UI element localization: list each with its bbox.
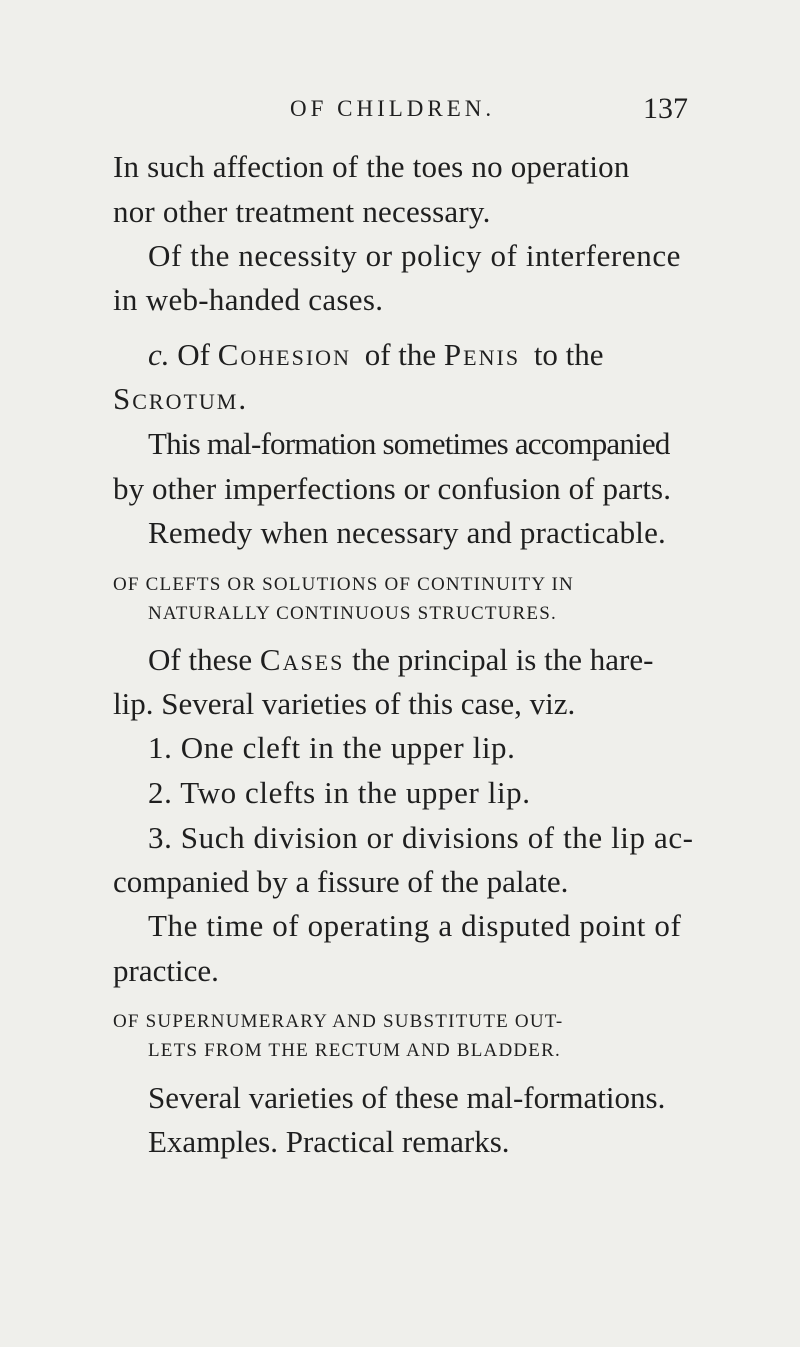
paragraph-line <box>148 643 653 677</box>
list-item-continued: companied by a fissure of the palate. <box>113 864 569 899</box>
text-run: Of these <box>148 642 253 677</box>
section-c-title <box>148 338 604 372</box>
title-word: of the <box>364 337 437 372</box>
paragraph-line: by other imperfections or confusion of parts. <box>113 471 672 506</box>
section-label: c. <box>148 337 170 372</box>
paragraph-line: This mal-formation sometimes accompanied <box>148 426 670 461</box>
paragraph-line: nor other treatment necessary. <box>113 194 491 229</box>
text-run-cases: Cases <box>259 642 345 677</box>
title-word-penis: Penis <box>443 337 521 372</box>
paragraph-line: in web-handed cases. <box>113 282 384 317</box>
paragraph-line: Several varieties of these mal-formations. <box>148 1080 666 1115</box>
paragraph-line: Examples. Practical remarks. <box>148 1124 510 1159</box>
title-word: to the <box>533 337 604 372</box>
page-number: 137 <box>643 92 688 125</box>
running-head: OF CHILDREN. <box>290 96 496 121</box>
section-heading: LETS FROM THE RECTUM AND BLADDER. <box>148 1040 561 1061</box>
paragraph-line: practice. <box>113 953 219 988</box>
title-word-cohesion: Cohesion <box>217 337 351 372</box>
section-heading: NATURALLY CONTINUOUS STRUCTURES. <box>148 603 557 624</box>
list-item: 3. Such division or divisions of the lip ac- <box>148 820 694 855</box>
paragraph-line: lip. Several varieties of this case, viz. <box>113 686 576 721</box>
section-heading: OF SUPERNUMERARY AND SUBSTITUTE OUT- <box>113 1011 564 1032</box>
list-item: 2. Two clefts in the upper lip. <box>148 775 531 810</box>
paragraph-line: The time of operating a disputed point of <box>148 908 682 943</box>
title-word-scrotum: Scrotum. <box>113 381 249 416</box>
list-item: 1. One cleft in the upper lip. <box>148 730 516 765</box>
section-heading: OF CLEFTS OR SOLUTIONS OF CONTINUITY IN <box>113 574 574 595</box>
paragraph-line: In such affection of the toes no operation <box>113 149 630 184</box>
text-run: the principal is the hare- <box>352 642 654 677</box>
title-word: Of <box>177 337 210 372</box>
paragraph-line: Of the necessity or policy of interference <box>148 238 682 273</box>
paragraph-line: Remedy when necessary and practicable. <box>148 515 667 550</box>
page-header <box>0 92 800 132</box>
